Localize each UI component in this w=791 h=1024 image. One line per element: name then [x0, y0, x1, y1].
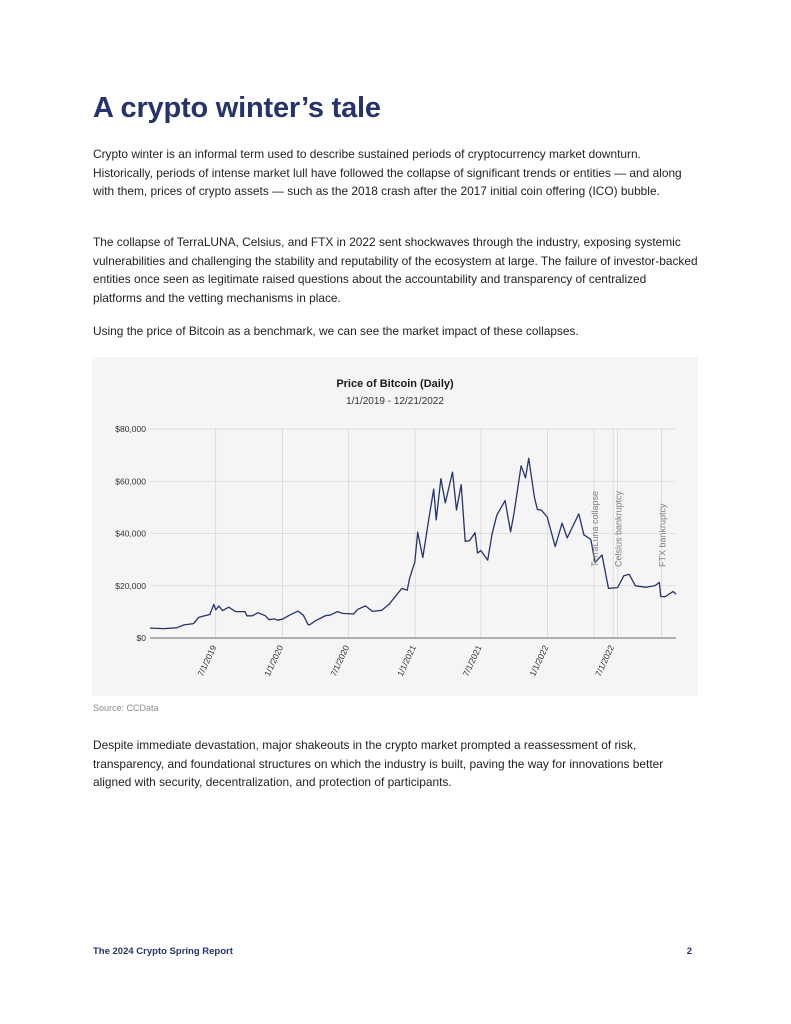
- x-tick-label: 1/1/2021: [394, 643, 418, 678]
- x-tick-label: 1/1/2022: [527, 643, 551, 678]
- x-tick-label: 1/1/2020: [262, 643, 286, 678]
- y-tick-label: $40,000: [115, 528, 146, 539]
- collapse-paragraph: The collapse of TerraLUNA, Celsius, and FTX in 2022 sent shockwaves through the industry, exposing systemic vulnerabilities and challenging the stability and reputability of the ecosystem at large. The failure of investor-backed entities once seen as legitimate raised questions about the accountability and transparency of centralized platforms and the vetting mechanisms in place.: [93, 235, 698, 305]
- y-tick-label: $20,000: [115, 580, 146, 591]
- chart-title: Price of Bitcoin (Daily): [336, 378, 454, 390]
- footer-page-number: 2: [686, 946, 692, 957]
- source-note: Source: CCData: [93, 703, 159, 713]
- x-tick-label: 7/1/2022: [593, 643, 617, 678]
- x-tick-label: 7/1/2019: [195, 643, 219, 678]
- x-tick-label: 7/1/2021: [460, 643, 484, 678]
- closing-paragraph: Despite immediate devastation, major shakeouts in the crypto market prompted a reassessment of risk, transparency, and foundational structures on which the industry is built, paving the way for innovations better aligned with security, decentralization, and protection of participants.: [93, 738, 664, 790]
- y-tick-label: $80,000: [115, 424, 146, 434]
- y-tick-label: $60,000: [115, 476, 146, 487]
- footer-report-name: The 2024 Crypto Spring Report: [93, 946, 233, 957]
- benchmark-paragraph: Using the price of Bitcoin as a benchmark, we can see the market impact of these collapses.: [93, 324, 579, 338]
- intro-paragraph: Crypto winter is an informal term used to describe sustained periods of cryptocurrency market downturn. Historically, periods of intense market lull have followed the collapse of significant trends or entities — and along with them, prices of crypto assets — such as the 2018 crash after the 2017 initial coin offering (ICO) bubble.: [93, 147, 682, 199]
- chart-canvas: [92, 357, 698, 696]
- annotation-label: FTX bankruptcy: [657, 503, 668, 567]
- x-tick-label: 7/1/2020: [328, 643, 352, 678]
- bitcoin-price-chart: [92, 357, 698, 696]
- annotation-label: TerraLuna collapse: [590, 490, 601, 567]
- y-tick-label: $0: [136, 633, 146, 643]
- page-title: A crypto winter’s tale: [93, 92, 381, 124]
- annotation-label: Celsius bankruptcy: [613, 490, 624, 567]
- chart-subtitle: 1/1/2019 - 12/21/2022: [346, 396, 444, 407]
